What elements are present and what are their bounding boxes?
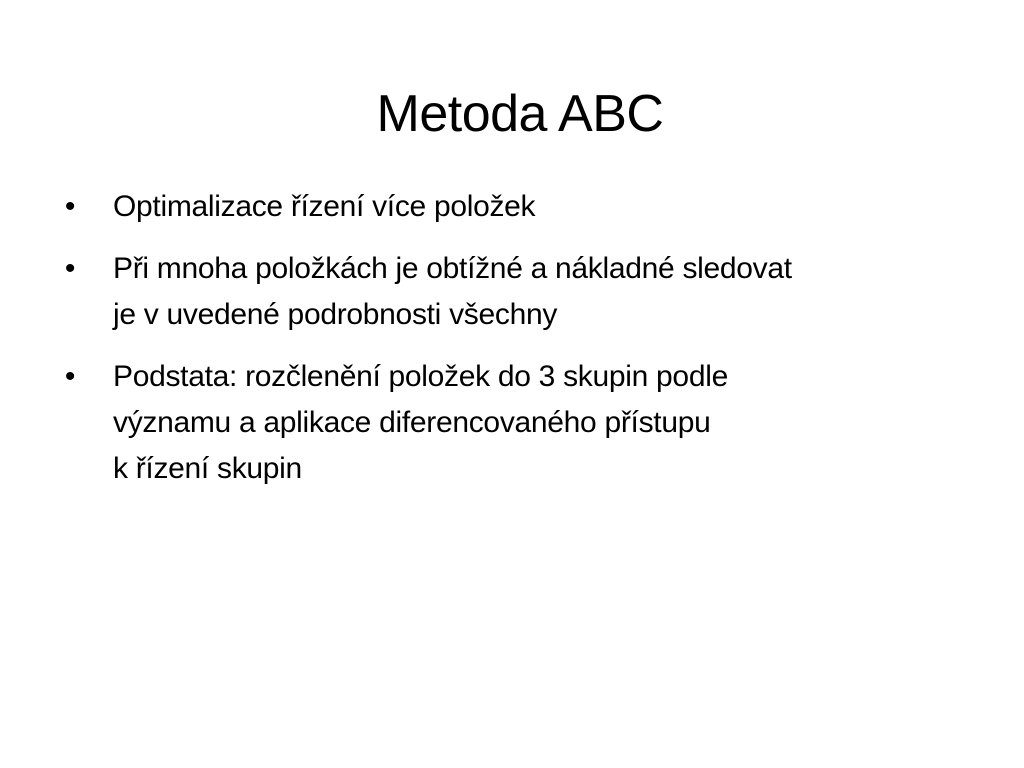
bullet-item (60, 184, 960, 230)
bullet-text: Optimalizace řízení více položek (113, 190, 536, 223)
slide-title: Metoda ABC (376, 85, 664, 143)
bullet-icon: • (64, 360, 76, 393)
bullet-item (60, 246, 960, 338)
bullet-text: Při mnoha položkách je obtížné a nákladné sledovat je v uvedené podrobnosti všechny (113, 252, 792, 331)
bullet-item (60, 354, 960, 492)
bullet-text: Podstata: rozčlenění položek do 3 skupin podle významu a aplikace diferencovaného přístupu k řízení skupin (113, 360, 728, 485)
bullet-list (60, 184, 960, 508)
bullet-icon: • (64, 252, 76, 285)
bullet-icon: • (64, 190, 76, 223)
